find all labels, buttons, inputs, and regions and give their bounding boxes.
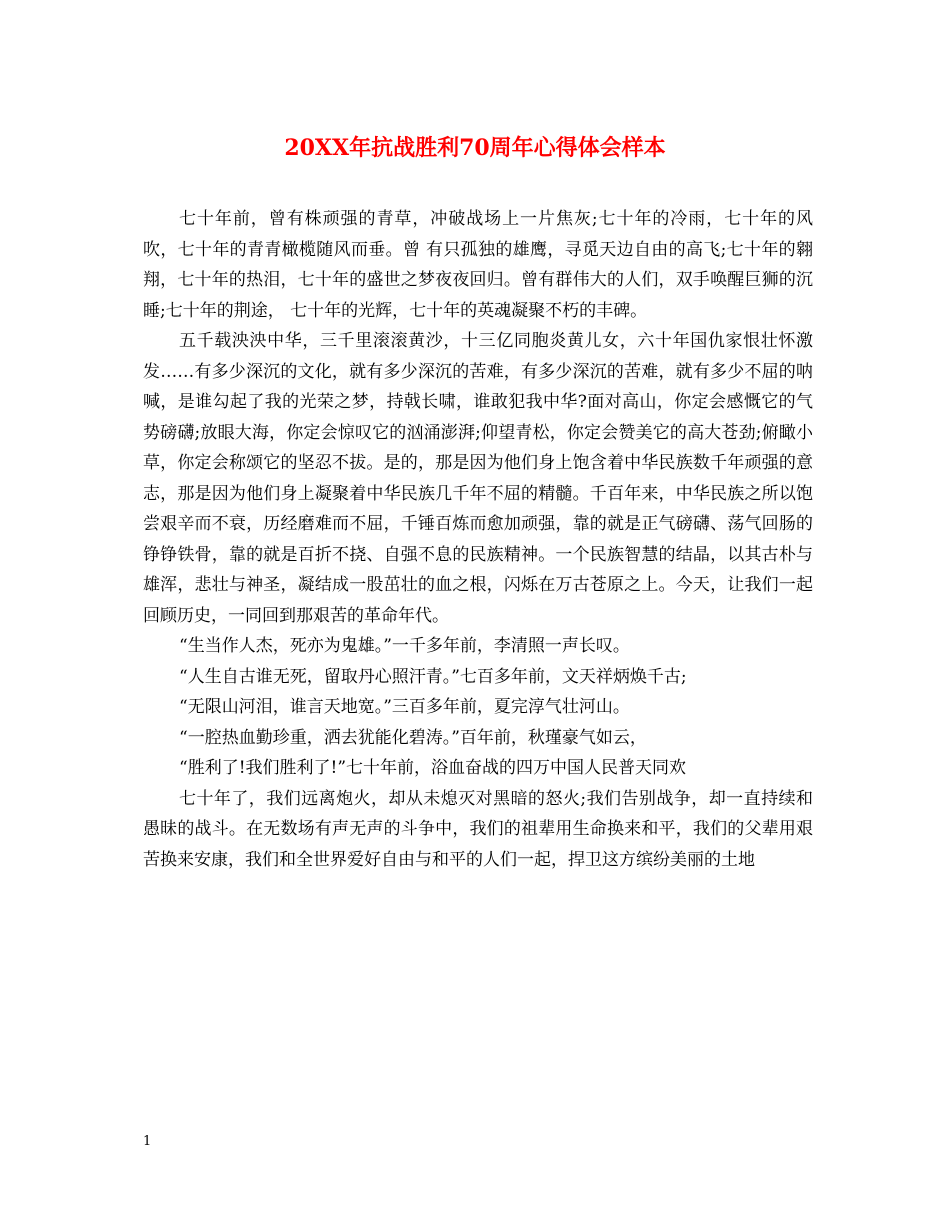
document-title: 20XX年抗战胜利70周年心得体会样本: [284, 135, 666, 161]
page-number: 1: [143, 1134, 152, 1149]
document-body: [143, 204, 813, 875]
paragraph-3: 七十年了，我们远离炮火，却从未熄灭对黑暗的怒火;我们告别战争，却一直持续和愚昧的战斗。在无数场有声无声的斗争中，我们的祖辈用生命换来和平，我们的父辈用艰苦换来安康，我们和全世界爱好自由与和平的人们一起，捍卫这方缤纷美丽的土地: [143, 788, 813, 870]
quote-line-5: “胜利了!我们胜利了!”七十年前，浴血奋战的四万中国人民普天同欢: [179, 758, 687, 778]
paragraph-1: 七十年前，曾有株顽强的青草，冲破战场上一片焦灰;七十年的冷雨，七十年的风吹，七十年的青青橄榄随风而垂。曾 有只孤独的雄鹰，寻觅天边自由的高飞;七十年的翱翔，七十年的热泪，七十年的盛世之梦夜夜回归。曾有群伟大的人们，双手唤醒巨狮的沉睡;七十年的荆途， 七十年的光辉，七十年的英魂凝聚不朽的丰碑。: [143, 209, 813, 321]
quote-line-3: “无限山河泪，谁言天地宽。”三百多年前，夏完淳气壮河山。: [179, 697, 630, 717]
quote-line-2: “人生自古谁无死，留取丹心照汗青。”七百多年前，文天祥炳焕千古;: [179, 666, 687, 687]
quote-line-4: “一腔热血勤珍重，洒去犹能化碧涛。”百年前，秋瑾豪气如云，: [179, 727, 647, 748]
paragraph-2: 五千载泱泱中华，三千里滚滚黄沙，十三亿同胞炎黄儿女，六十年国仇家恨壮怀激发……有多少深沉的文化，就有多少深沉的苦难，有多少深沉的苦难，就有多少不屈的呐喊，是谁勾起了我的光荣之梦，持戟长啸，谁敢犯我中华?面对高山，你定会感慨它的气势磅礴;放眼大海，你定会惊叹它的汹涌澎湃;仰望青松，你定会赞美它的高大苍劲;俯瞰小草，你定会称颂它的坚忍不拔。是的，那是因为他们身上饱含着中华民族数千年顽强的意志，那是因为他们身上凝聚着中华民族几千年不屈的精髓。千百年来，中华民族之所以饱尝艰辛而不衰，历经磨难而不屈，千锤百炼而愈加顽强，靠的就是正气磅礴、荡气回肠的铮铮铁骨，靠的就是百折不挠、自强不息的民族精神。一个民族智慧的结晶，以其古朴与雄浑，悲壮与神圣，凝结成一股茁壮的血之根，闪烁在万古苍原之上。今天，让我们一起回顾历史，一同回到那艰苦的革命年代。: [143, 331, 813, 626]
quote-line-1: “生当作人杰，死亦为鬼雄。”一千多年前，李清照一声长叹。: [179, 636, 630, 656]
